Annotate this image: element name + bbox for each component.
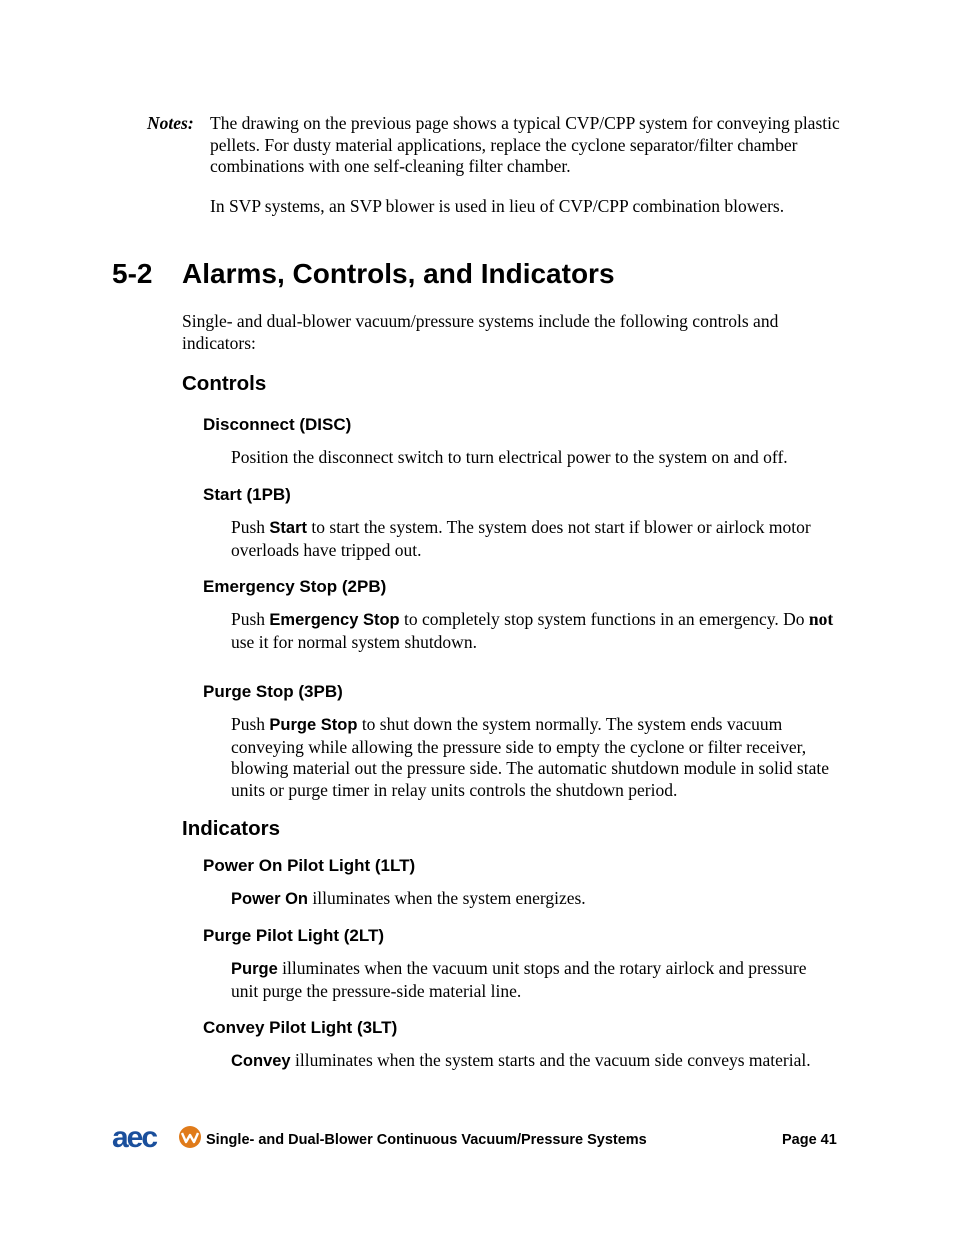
footer-page-number: Page 41 <box>782 1132 837 1148</box>
purge-rest: illuminates when the vacuum unit stops and the rotary airlock and pressure unit purge the pressure-side material line. <box>231 958 807 1001</box>
start-title: Start (1PB) <box>203 485 291 504</box>
notes-paragraph-1: The drawing on the previous page shows a typical CVP/CPP system for conveying plastic pellets. For dusty material applications, replace the cyclone separator/filter chamber combinations with one self-cleaning filter chamber. <box>210 113 840 176</box>
indicators-heading: Indicators <box>182 817 280 840</box>
section-title: Alarms, Controls, and Indicators <box>182 258 615 289</box>
purgestop-text <box>231 714 851 801</box>
section-intro: Single- and dual-blower vacuum/pressure systems include the following controls and indicators: <box>182 311 779 353</box>
estop-push: Push <box>231 609 270 629</box>
estop-bold: Emergency Stop <box>269 611 400 629</box>
disconnect-title: Disconnect (DISC) <box>203 415 352 434</box>
aec-logo <box>112 1123 202 1151</box>
start-rest: to start the system. The system does not start if blower or airlock motor overloads have tripped out. <box>231 517 811 560</box>
convey-rest: illuminates when the system starts and the vacuum side conveys material. <box>290 1050 811 1070</box>
aec-logo-icon <box>112 1123 202 1151</box>
start-text <box>231 517 841 561</box>
controls-heading: Controls <box>182 372 267 395</box>
purge-text <box>231 958 811 1002</box>
purgestop-title: Purge Stop (3PB) <box>203 682 343 701</box>
start-push: Push <box>231 517 270 537</box>
estop-rest-1: to completely stop system functions in an emergency. Do <box>399 609 809 629</box>
aec-logo-text: aec <box>112 1123 157 1151</box>
convey-bold: Convey <box>231 1052 291 1070</box>
convey-title: Convey Pilot Light (3LT) <box>203 1018 398 1037</box>
estop-rest-2: use it for normal system shutdown. <box>231 631 477 652</box>
estop-text <box>231 609 841 653</box>
estop-title: Emergency Stop (2PB) <box>203 577 387 596</box>
purge-bold: Purge <box>231 960 278 978</box>
section-number: 5-2 <box>112 258 153 289</box>
notes-paragraph-2: In SVP systems, an SVP blower is used in lieu of CVP/CPP combination blowers. <box>210 196 785 216</box>
footer-title: Single- and Dual-Blower Continuous Vacuum/Pressure Systems <box>206 1132 647 1148</box>
convey-text <box>231 1050 811 1073</box>
disconnect-text: Position the disconnect switch to turn electrical power to the system on and off. <box>231 447 788 467</box>
purgestop-push: Push <box>231 714 270 734</box>
notes-label: Notes: <box>147 113 194 133</box>
purge-title: Purge Pilot Light (2LT) <box>203 926 384 945</box>
power-rest: illuminates when the system energizes. <box>308 888 586 908</box>
start-bold: Start <box>269 519 308 537</box>
power-text <box>231 888 851 911</box>
purgestop-rest: to shut down the system normally. The system ends vacuum conveying while allowing the pressure side to empty the cyclone or filter receiver, blowing material out the pressure side. The automatic shutdown module in solid state units or purge timer in relay units controls the shutdown period. <box>231 714 829 800</box>
estop-not: not <box>808 609 834 629</box>
purgestop-bold: Purge Stop <box>269 716 358 734</box>
power-title: Power On Pilot Light (1LT) <box>203 856 416 875</box>
power-bold: Power On <box>231 890 309 908</box>
